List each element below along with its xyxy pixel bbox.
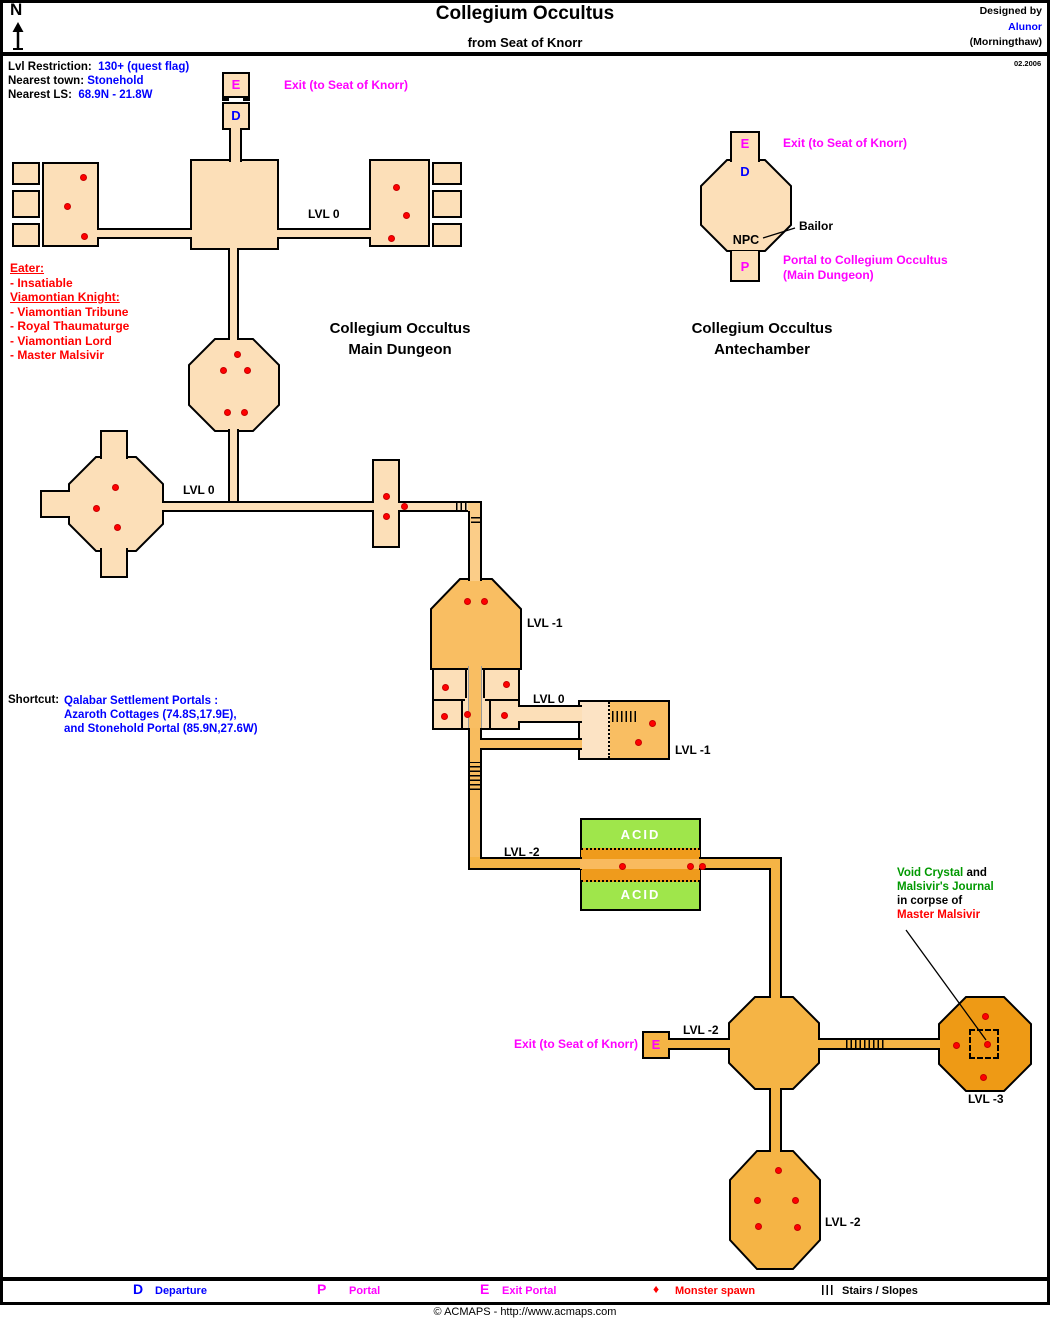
room-octagon-south-lvl-2 [729,1150,821,1270]
nearest-town-value: Stonehold [87,75,144,87]
knight-item: - Master Malsivir [10,348,105,362]
designed-by-block [860,4,1042,51]
antechamber-portal-label: (Main Dungeon) [783,268,874,282]
room-east-hall [369,159,430,247]
legend-stairs-label: Stairs / Slopes [842,1285,918,1297]
stairs-icon [470,762,480,790]
note-item: Void Crystal [897,867,964,879]
eater-item: - Insatiable [10,275,73,290]
boss-loot-note [897,866,994,922]
eater-title: Eater: [10,261,45,275]
room-alcove [12,162,40,185]
lvl-label: LVL 0 [183,483,215,497]
corridor [228,429,239,503]
lvl-label: LVL -2 [504,845,540,859]
nearest-ls-label: Nearest LS: [8,89,72,101]
room-alcove [432,223,462,247]
antechamber-npc-label: NPC [732,233,760,247]
room-junction-south [372,510,400,548]
lvl-label: LVL -3 [968,1092,1004,1106]
corridor-block-strip [468,666,482,730]
room-entry-hall [190,159,279,250]
info-block [8,60,189,102]
map-date: 02.2006 [1014,59,1042,68]
lvl-label: LVL -2 [683,1023,719,1037]
boss-corpse-marker [969,1029,999,1059]
slope-icon [471,514,480,523]
shortcut-line: and Stonehold Portal (85.9N,27.6W) [64,723,258,735]
shortcut-label: Shortcut: [8,694,60,706]
room-octagon-junction-lvl-2 [728,996,820,1090]
departure-top-symbol: D [231,108,241,123]
antechamber-heading: Antechamber [714,341,810,358]
stairs-icon [612,711,636,722]
exit-top-symbol: E [231,77,241,92]
corridor-exit-bottom [668,1038,730,1050]
legend-monster-icon: ♦ [653,1282,660,1296]
legend-stairs-icon [822,1285,835,1295]
room-alcove [12,190,40,218]
antechamber-heading: Collegium Occultus [691,320,833,337]
corridor-branch-east [480,738,582,750]
antechamber-portal-label: Portal to Collegium Occultus [783,253,948,267]
stairs-icon [456,502,468,510]
legend-departure-symbol: D [133,1281,144,1297]
antechamber-exit-symbol: E [740,136,750,151]
room-alcove [432,190,462,218]
corridor [97,228,192,239]
main-dungeon-heading: Collegium Occultus [329,320,471,337]
block-wall [434,699,465,701]
legend-exit-label: Exit Portal [502,1285,557,1297]
monster-list [10,261,129,363]
antechamber-departure-symbol: D [740,164,750,179]
corridor-stub-east [518,705,582,723]
note-text: in corpse of [897,895,963,907]
corridor-lvl0-main [162,501,470,512]
legend-monster-label: Monster spawn [675,1285,756,1297]
stairs-icon [846,1040,884,1049]
antechamber-exit-label: Exit (to Seat of Knorr) [783,136,908,150]
lvl-restriction-label: Lvl Restriction: [8,61,92,73]
antechamber-portal-symbol: P [740,259,750,274]
acid-label: ACID [620,887,661,902]
shortcut-line: Azaroth Cottages (74.8S,17.9E), [64,709,237,721]
corridor [229,128,242,162]
knight-title: Viamontian Knight: [10,290,120,304]
designer-name: Alunor [1008,20,1042,33]
corridor [228,248,239,340]
knight-item: - Royal Thaumaturge [10,319,130,333]
shortcut-line: Qalabar Settlement Portals : [64,695,219,707]
block-wall [489,700,491,728]
note-text: and [963,867,987,879]
main-dungeon-heading: Main Dungeon [348,341,452,358]
nearest-town-label: Nearest town: [8,75,85,87]
acid-label: ACID [620,827,661,842]
room-east-lvl-1-landing [580,702,610,758]
nearest-ls-value: 68.9N - 21.8W [78,89,153,101]
designed-by-label: Designed by [979,5,1042,17]
corridor-through-acid [580,859,701,869]
room-stub-west [40,490,70,518]
room-west-hall [42,162,99,247]
room-octagon-mid [188,338,280,432]
legend-departure-label: Departure [155,1285,207,1297]
block-wall [483,670,485,698]
lvl-restriction-value: 130+ (quest flag) [98,61,190,73]
legend-portal-label: Portal [349,1285,381,1297]
page-title: Collegium Occultus [435,3,615,24]
room-alcove [12,223,40,247]
corridor-descent-south [769,868,782,998]
room-stub-north [100,430,128,459]
block-wall [485,699,518,701]
knight-item: - Viamontian Lord [10,333,112,348]
exit-bottom-symbol: E [651,1037,661,1052]
shortcut-lines [64,694,258,736]
room-junction-north [372,459,400,503]
block-wall [461,700,463,728]
room-octagon-west [68,456,164,552]
room-pentagon-lvl-1 [430,578,522,670]
note-boss-name: Master Malsivir [897,909,981,921]
footer-copyright: © ACMAPS - http://www.acmaps.com [433,1306,617,1318]
lvl-label: LVL 0 [533,692,565,706]
corridor [277,228,371,239]
legend-portal-symbol: P [317,1281,327,1297]
compass-n-label: N [10,0,23,19]
knight-item: - Viamontian Tribune [10,304,129,319]
lvl-label: LVL -1 [675,743,711,757]
note-item: Malsivir's Journal [897,881,994,893]
lvl-label: LVL -2 [825,1215,861,1229]
room-stub-south [100,548,128,578]
door-tick [222,98,229,101]
exit-top-label: Exit (to Seat of Knorr) [284,78,409,92]
door-tick [243,98,250,101]
exit-bottom-label: Exit (to Seat of Knorr) [514,1037,639,1051]
room-alcove [432,162,462,185]
npc-name-label: Bailor [799,219,834,233]
page-subtitle: from Seat of Knorr [467,35,583,50]
block-wall [465,670,467,698]
corridor-lvl-2-east [699,857,771,870]
lvl-label: LVL -1 [527,616,563,630]
corridor-to-south-octagon [769,1088,782,1152]
legend-exit-symbol: E [480,1281,490,1297]
designer-world: (Morningthaw) [969,36,1042,48]
lvl-label: LVL 0 [308,207,340,221]
